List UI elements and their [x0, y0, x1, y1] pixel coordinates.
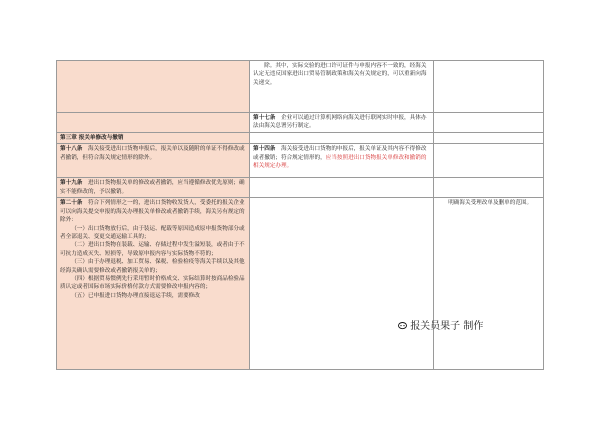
left-cell-text	[57, 144, 250, 178]
chapter-row	[57, 133, 544, 144]
right-cell-empty	[434, 133, 544, 144]
table-row	[57, 198, 544, 370]
left-cell-text	[57, 198, 250, 370]
mid-cell-empty	[250, 133, 434, 144]
list-item: （一）出口货物放行后，由于装运、配载等原因造成原申报货物部分或者全部退关、变更交通运输工具的；	[60, 225, 245, 241]
mid-cell-text	[250, 144, 434, 178]
cell-text: 进出口货物报关单的修改或者撤销，应当遵循修改优先原则；确实不能修改的，予以撤销。	[60, 180, 245, 195]
chapter-title: 第三章 报关单修改与撤销	[57, 133, 250, 144]
list-item: （五）已申报进口货物办理直接退运手续，需要修改	[71, 292, 200, 299]
mid-cell-empty	[250, 198, 434, 370]
watermark-text: 报关员果子 制作	[410, 321, 484, 332]
left-cell-text	[57, 178, 250, 198]
left-cell-empty	[57, 113, 250, 133]
right-cell-empty	[434, 144, 544, 178]
list-item: （四）根据贸易惯例先行采用暂时价格成交、实际结算时按商品检验品质认定或者国际市场实际价格付款方式需要修改申报内容的；	[60, 276, 245, 291]
mid-cell-text	[250, 61, 434, 113]
list-item: （三）由于办理退税、加工贸易、保税、检验检疫等海关手续以及其他经海关确认需要修改或者撤销报关单的；	[60, 259, 245, 274]
right-cell-empty	[434, 178, 544, 198]
article-number: 第十四条	[253, 146, 276, 153]
cell-text: 明确海关受理改单及删单的范围。	[448, 200, 533, 207]
article-number: 第十九条	[60, 180, 83, 187]
cell-text: 海关接受进出口货物的申报后，报关单证及其内容不得修改或者撤销；符合规定情形的，	[253, 146, 427, 161]
cell-text: 符合下列情形之一的，进出口货物收发货人，受委托的报关企业可以向海关提交申报的海关办理报关单修改或者撤销手续，海关另有规定的除外：	[60, 200, 245, 224]
article-number: 第二十条	[60, 200, 83, 207]
chat-bubble-icon	[398, 322, 407, 330]
mid-cell-text	[250, 113, 434, 133]
article-number: 第十七条	[253, 115, 276, 121]
article-number: 第十八条	[60, 146, 83, 153]
watermark	[398, 317, 483, 332]
table-row	[57, 178, 544, 198]
right-cell-text	[434, 198, 544, 370]
cell-text: 企业可以通过计算机网络向海关进行联网实时申报，具体办法由海关总署另行制定。	[253, 115, 427, 130]
table-row	[57, 113, 544, 133]
left-cell-empty	[57, 61, 250, 113]
list-item: （二）进出口货物在装载、运输、存储过程中发生溢短装，或者由于不可抗力造成灭失、短损等，导致原申报内容与实际货物不符的；	[60, 242, 245, 257]
table-row	[57, 144, 544, 178]
right-cell-empty	[434, 61, 544, 113]
table-row	[57, 61, 544, 113]
highlighted-text: 应当按照进出口货物报关单修改和撤销的相关规定办理。	[253, 154, 427, 170]
cell-text: 除。其中，实际交验的进口许可证件与申报内容不一致的，经海关认定无违反国家进出口贸易管制政策和海关有关规定的，可以重新向海关递交。	[253, 63, 427, 86]
cell-text: 海关接受进出口货物申报后，报关单以及随附的单证不得修改或者撤销，但符合海关规定情形的除外。	[60, 146, 245, 161]
mid-cell-empty	[250, 178, 434, 198]
right-cell-empty	[434, 113, 544, 133]
